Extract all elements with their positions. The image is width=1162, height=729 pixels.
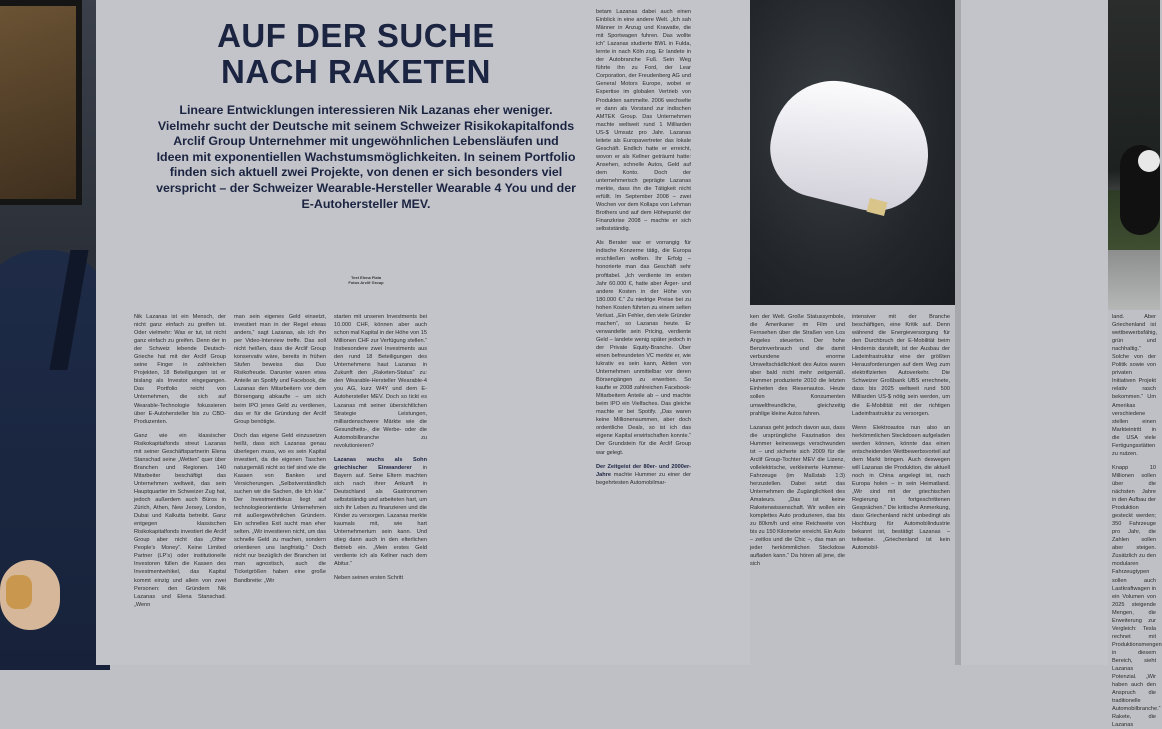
- paragraph: Wenn Elektroautos nun also an herkömmlichen Steckdosen aufgeladen werden können, könnte das einen entscheidenden Wettbewerbsvorteil auf dem Markt bringen. Auch deswegen will Lazanas die Produktion, die aktuell noch in China angelegt ist, nach Europa holen – in sein Heimatland. „Wir sind mit der griechischen Regierung in fortgeschrittenen Gesprächen.“ Die kritische Anmerkung, dass Griechenland nicht unbedingt als Hochburg für Automobilindustrie bekannt ist, bestätigt Lazanas – teilweise. „Griechenland ist kein Automobil-: [852, 424, 950, 552]
- text-column-1: [134, 313, 226, 615]
- text-column-2: [234, 313, 326, 591]
- headlight-shape: [1138, 150, 1160, 172]
- paragraph: betam Lazanas dabei auch einen Einblick in eine andere Welt. „Ich sah Männer in Anzug und Krawatte, die mit Sportwagen fuhren. Das wollte ich“ Lazanas studierte BWL in Fulda, lernte in nach Köln zog. Er landete in der Autobranche Fuß. Sein Weg führte ihn zu Ford, der Lear Corporation, der Freudenberg AG und General Motors Europe, wobei er Expertise im globalen Vertrieb von Produkten sammelte. 2006 wechselte er dann als Vorstand zur indischen AMTEK Group. Das Unternehmen machte weltweit rund 1 Milliarden US-$ Umsatz pro Jahr. Lazanas leitete als Europavertreter das lokale Geschäft. Endlich hatte er erreicht, wovon er als Kellner geträumt hatte: Ansehen, schnelle Autos, Geld auf dem Konto. Doch der unternehmerisch geprägte Lazanas merkte, dass ihn die Tätigkeit nicht erfüllt. Im September 2008 – zwei Wochen vor dem Kollaps von Lehman Brothers und auf dem Höhepunkt der Finanzkrise 2008 – machte er sich selbstständig.: [596, 9, 691, 233]
- paragraph: Doch das eigene Geld einzusetzen heißt, dass sich Lazanas genau überlegen muss, wo es sein Kapital investiert, da die eigenen Taschen naturgemäß nicht so tief sind wie die Kassen von Banken und Versicherungen. „Selbstverständlich suchen wir die Sachen, die Ich klar.“ Der Investmentfokus liegt auf technologieorientierte Unternehmen mit außergewöhnlichen Gründern. Ein schnelles Exit sucht man eher selten. „Wir investieren nicht, um das schnelle Geld zu machen, sondern orientieren uns langfristig.“ Doch nicht nur bezüglich der Branchen ist man agnostisch, auch die Ticketgrößen haben eine große Bandbreite: „Wir: [234, 432, 326, 584]
- paragraph: [596, 463, 691, 487]
- paragraph: Ganz wie ein klassischer Risikokapitalfonds streut Lazanas mit seiner Geschäftspartnerin Elena Stanschad seine „Wetten“ quer über Branchen und Regionen. 140 Mitarbeiter beschäftigt das Unternehmen weltweit, das sein Hauptquartier im Schweizer Zug hat, jedoch außerdem auch Büros in Zürich, Athen, New Jersey, London, Dubai und Kalkutta betreibt. Ganz entgegen klassischen Risikokapitalfonds investiert die Arclif Group aber nicht das „Other People’s Money“. Keine Limited Partner (LP’s) oder institutionelle Investoren füllen die Kassen des Investmentvehikel, das Kapital kommt einzig und allein von zwei Personen: den Gründern Nik Lazanas und Elena Stanschad. „Wenn: [134, 432, 226, 608]
- text-credit: Text Elena Fiala: [351, 275, 381, 280]
- paragraph: ken der Welt. Große Statussymbole, die Amerikaner im Film und Fernsehen über die Straßen von Los Angeles steuerten. Der hohe Benzinverbrauch und die damit verbundene enorme Umweltschädlichkeit des Autos waren aber bald nicht mehr zeitgemäß. Hummer produzierte 2010 die letzten Einheiten des Riesenautos. Heute sollen Konsumenten umweltfreundliche, gleichzeitig prahlige kleine Autos fahren.: [750, 314, 845, 417]
- watch-shape: [6, 575, 32, 609]
- paragraph: Lazanas geht jedoch davon aus, dass die ursprüngliche Faszination des Hummer keineswegs verschwunden ist – und sicherte sich 2009 für die Arclif Group-Tochter MEV die Lizenz, vollelektrische, verkleinerte Hummer-Fahrzeuge (im Maßstab 1:3) herzustellen. Dabei setzt das Unternehmen die Zugänglichkeit des Amateurs. „Das ist keine Raketenwissenschaft. Wir wollen ein komplettes Auto produzieren, das bis zu 80km/h und eine Reichweite von bis zu 150 Kilometer erreicht. Ein Auto – zeitlos und die Chic –, das man an jeder herkömmlichen Steckdose aufladen kann.“ Da hören all jene, die sich: [750, 424, 845, 568]
- painting-frame: [0, 0, 82, 205]
- ring-chip: [867, 198, 888, 216]
- headline-line-2: NACH RAKETEN: [221, 53, 491, 90]
- article-headline: [206, 18, 506, 90]
- paragraph-text: machte Hummer zu einer der begehrtesten Automobilmar-: [596, 471, 692, 486]
- text-column-7: [1112, 313, 1162, 729]
- article-page: [96, 0, 750, 665]
- paragraph: Knapp 10 Millionen sollen über die nächsten Jahre in den Aufbau der Produktion gesteckt werden; 350 Fahrzeuge pro Jahr, die Zahlen sollen aber steigen. Zusätzlich zu den modularen Fahrzeugtypen sollen auch Lastkraftwagen in ein Volumen von 2025 steigende Mengen, die Erweiterung zur Vergleich: Tesla rechnet mit Produktionsmengen in diesem Bereich, sieht Lazanas Potenzial. „Wir haben auch den Anspruch die traditionelle Automobilbranche.“ Rakete, die Lazanas: [1112, 464, 1162, 729]
- paragraph: Nik Lazanas ist ein Mensch, der nicht ganz einfach zu greifen ist. Oder vielmehr: Was er tut, ist nicht ganz einfach zu greifen. Denn der in der Schweiz lebende Deutsch-Grieche hat mit der Arclif Group seine Finger in zahlreichen Projekten, 18 Beteiligungen ist er bislang als Investor eingegangen. Das Portfolio reicht von Unternehmen, die sich auf Wearable-Technologie fokussieren über E-Autohersteller bis zu CBD-Produzenten.: [134, 314, 226, 425]
- paragraph: man sein eigenes Geld einsetzt, investiert man in der Regel etwas anders,“ sagt Lazanas, als ich ihn per Video-Interview treffe. Das soll nicht heißen, dass die Arclif Group konservativ wäre, bereits in frühen Stufen beweiss das Duo Risikofreude. Darunter waren etwa Anteile an Spotify und Facebook, die Lazanas den Mitarbeitern vor dem Börsengang abkaufte – um sich beim IPO jenes Geld zu verdienen, das er für die Gründung der Arclif Group benötigte.: [234, 314, 326, 425]
- paragraph: intensiver mit der Branche beschäftigen, eine Kritik auf. Denn während die Energieversorgung für den Durchbruch der E-Mobilität beim Hindernis darstellt, ist der Ausbau der Ladeinfrastruktur eine der größten Herausforderungen auf dem Weg zum elektrifizierten Autoverkehr. Die Schweizer Großbank UBS errechnete, dass bis 2025 weltweit rund 500 Milliarden US-$ nötig sein werden, um die E-Mobilität mit der richtigen Ladeinfrastruktur zu versorgen.: [852, 314, 950, 417]
- text-column-3: [334, 313, 427, 589]
- text-column-6: [852, 313, 950, 558]
- portrait-photo: [0, 0, 96, 665]
- headline-line-1: AUF DER SUCHE: [217, 17, 495, 54]
- next-page: [961, 0, 1108, 665]
- vehicle-photo: [1108, 0, 1160, 310]
- text-column-4: [596, 8, 691, 493]
- subhead: Lazanas wuchs als Sohn griechischer Einwanderer: [334, 456, 427, 471]
- paragraph: [334, 456, 427, 569]
- paragraph: starten mit unseren Investments bei 10.000 CHF, können aber auch schon mal Kapital in der Höhe von 15 Millionen CHF zur Verfügung stellen.“ Insbesondere zwei Investments aus den rund 18 Beteiligungen des Unternehmens haut Lazanas in Zukunft den „Raketen-Status“ zu: den Wearable-Hersteller Wearable-4 you AG, kurz W4Y und dem E-Autohersteller MEV. Doch so tickt es Lazanas mit seiner übersichtlichen Strategie Leistungen, milliardenschwere Märkte wie die Gesundheits-, die Werbe- oder die Automobilbranche zu revolutionieren?: [334, 314, 427, 449]
- article-credits: [326, 275, 406, 285]
- subhead: Der Zeitgeist der 80er- und 2000er-Jahre: [596, 463, 691, 478]
- text-column-5: [750, 313, 845, 574]
- article-dek: Lineare Entwicklungen interessieren Nik Lazanas eher weniger. Vielmehr sucht der Deutsche mit seinem Schweizer Risikokapitalfonds Arclif Group Unternehmer mit ungewöhnlichen Lebensläufen und Ideen mit exponentiellen Wachstumsmöglichkeiten. In seinem Portfolio finden sich aktuell zwei Projekte, von denen er sich besonders viel verspricht – der Schweizer Wearable-Hersteller Wearable 4 You und der E-Autohersteller MEV.: [156, 103, 576, 211]
- wearable-ring-photo: [750, 0, 955, 305]
- photo-credit: Fotos Arclif Group: [348, 280, 384, 285]
- paragraph: Neben seinen ersten Schritt: [334, 575, 404, 582]
- paragraph: Als Berater war er vorrangig für indische Konzerne tätig, die Europa erschließen wollten. Ihr Erfolg – honorierte man das Geschäft sehr profitabel. „Ich verdiente im ersten Jahr 60.000 €, hatte aber Ärger- und andere Kosten in der Höhe von 180.000 €.“ Zu niedrige Preise bei zu hohen Kosten führten zu einem selten Verlust. „Ein Fehler, den viele Gründer machen“, so Lazanas heute. Er verwandelte sein Pricing, verdiente Geld – landete wenig später jedoch in der Private Equity-Branche. Über einen befreundeten VC merkte er, wie lukrativ es sein kann, Aktien von Unternehmen unmittelbar vor deren Börsengängen zu erwerben. So kaufte er 2008 zahlreichen Facebook-Mitarbeitern Anteile ab – und machte beim IPO ein Vielfaches. Das gleiche machte er bei Spotify. „Das waren keine Millionensummen, aber doch ordentliche Deals, so ist ich das eigene Kapital erwirtschaften konnte.“ Der Grundstein für die Arclif Group war gelegt.: [596, 240, 691, 456]
- paragraph: land. Aber Griechenland ist wettbewerbsfähig, grün und nachhaltig.“ Solche von der Politik sowie von privaten Initiativen Projekt relativ rasch bekommen.“ Um Amerikas verschiedene stellen einen Markteintritt in die USA viele Fertigungsstätten zu nutzen.: [1112, 314, 1158, 457]
- ring-shape: [760, 68, 942, 223]
- paragraph-text: in Bayern auf. Seine Eltern machten sich nach ihrer Ankunft in Deutschland als Gastronomen selbstständig und arbeiteten hart, um sich ihr Leben zu finanzieren und die Kinder zu versorgen. Lazanas merkte kaumals mit, wie hart Unternehmertum sein kann. Und stieg dann auch in den elterlichen Betrieb ein. „Mein erstes Geld verdiente ich als Kellner nach dem Abitur.“: [334, 464, 427, 568]
